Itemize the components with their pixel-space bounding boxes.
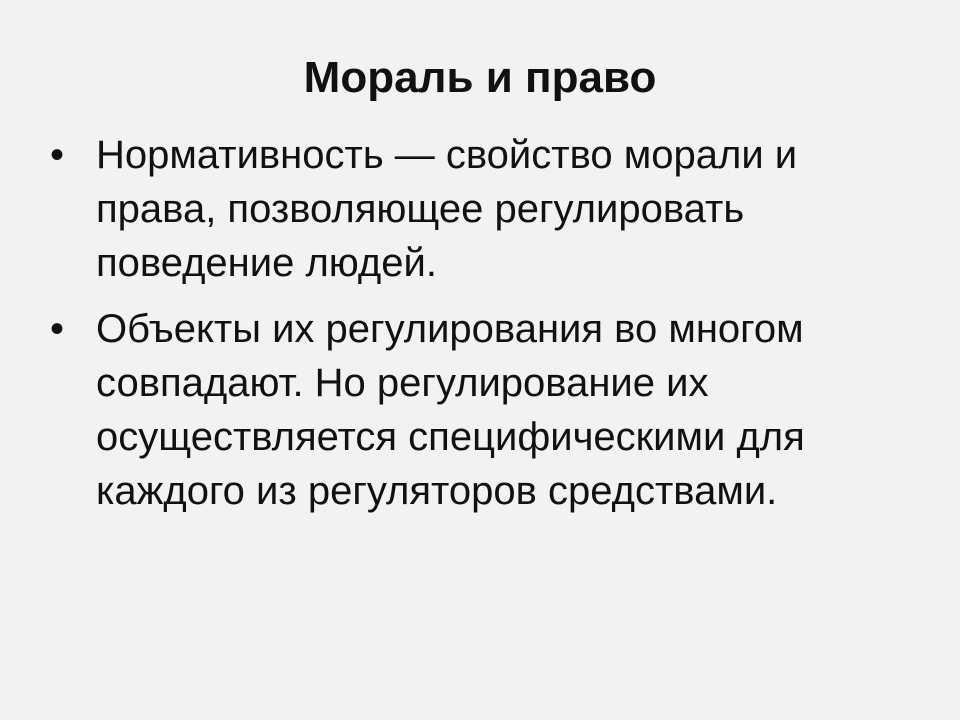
bullet-icon: • [50,307,65,351]
slide-title: Мораль и право [303,53,657,102]
bullet-text: Нормативность — свойство морали и права, позволяющее регулировать поведение людей. [96,133,798,285]
bullet-icon: • [50,133,65,177]
bullet-item-normativity [50,128,870,290]
bullet-text: Объекты их регулирования во многом совпадают. Но регулирование их осуществляется специфическими для каждого из регуляторов средствами. [96,307,805,513]
bullet-item-objects [50,302,870,518]
bullet-list [50,128,870,530]
